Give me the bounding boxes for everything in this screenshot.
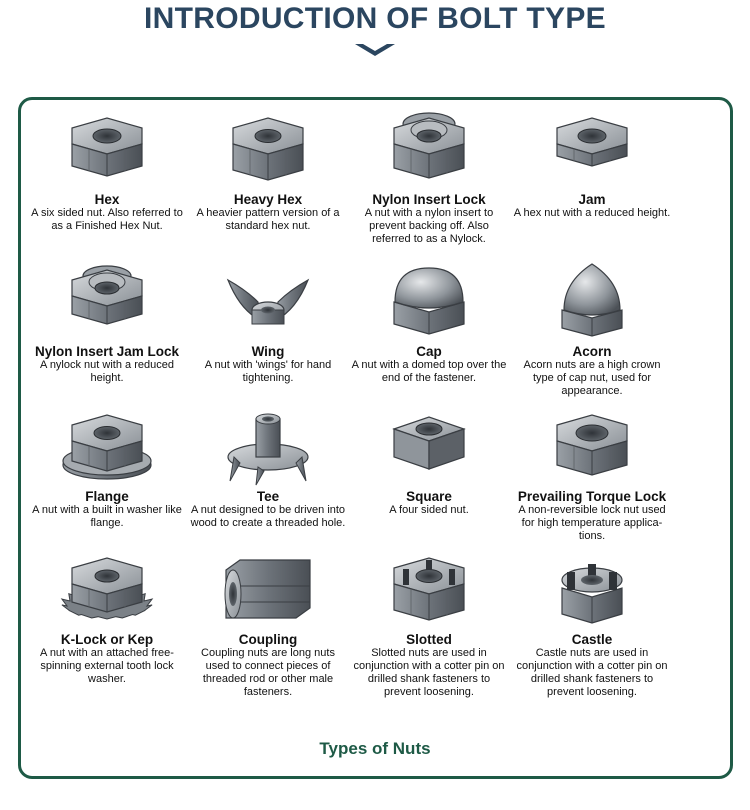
nut-card (512, 262, 672, 398)
nut-name: K-Lock or Kep (60, 632, 154, 647)
nut-card (512, 110, 672, 220)
nut-card (349, 262, 509, 385)
nut-card (188, 407, 348, 530)
acorn-nut-icon (512, 262, 672, 342)
nut-name: Jam (578, 192, 606, 207)
nut-description: Castle nuts are used in conjunction with a cotter pin on drilled shank fasteners to prevent loosening. (516, 647, 668, 698)
nylon-insert-lock-nut-icon (349, 110, 509, 190)
nut-description: A nut with a nylon insert to prevent backing off. Also referred to as a Nylock. (364, 207, 494, 245)
nut-card (512, 407, 672, 543)
nut-name: Nylon Insert Jam Lock (34, 344, 180, 359)
nut-name: Acorn (572, 344, 612, 359)
nut-name: Flange (85, 489, 129, 504)
nylon-insert-jam-lock-nut-icon (27, 262, 187, 342)
nut-card (27, 262, 187, 385)
nut-description: A nut with an attached free-spinning external tooth lock washer. (40, 647, 174, 685)
wing-nut-icon (188, 262, 348, 342)
nut-name: Tee (256, 489, 280, 504)
nut-card (349, 407, 509, 517)
nut-card (27, 110, 187, 233)
nut-name: Hex (94, 192, 120, 207)
nut-description: A six sided nut. Also referred to as a Finished Hex Nut. (31, 207, 183, 232)
nut-card (349, 110, 509, 246)
nut-description: A nut with 'wings' for hand tightening. (204, 359, 332, 384)
nut-name: Slotted (406, 632, 452, 647)
nut-description: A nut with a built in washer like flange. (32, 504, 182, 529)
k-lock-nut-icon (27, 550, 187, 630)
cap-nut-icon (349, 262, 509, 342)
nut-grid (28, 110, 728, 710)
nut-name: Prevailing Torque Lock (517, 489, 667, 504)
hex-nut-icon (27, 110, 187, 190)
chevron-down-icon (355, 44, 395, 58)
tee-nut-icon (188, 407, 348, 487)
prevailing-torque-lock-nut-icon (512, 407, 672, 487)
nut-description: Acorn nuts are a high crown type of cap nut, used for appearance. (523, 359, 661, 397)
nut-card (188, 550, 348, 699)
nut-description: A hex nut with a reduced height. (513, 207, 671, 219)
nut-description: A non-reversible lock nut used for high temperature applica-tions. (518, 504, 666, 542)
nut-description: A nut with a domed top over the end of the fastener. (351, 359, 507, 384)
nut-card (349, 550, 509, 699)
nut-card (512, 550, 672, 699)
heavy-hex-nut-icon (188, 110, 348, 190)
nut-description: A heavier pattern version of a standard hex nut. (196, 207, 340, 232)
nut-name: Wing (251, 344, 285, 359)
panel-caption: Types of Nuts (319, 739, 431, 758)
nut-description: A nut designed to be driven into wood to create a threaded hole. (190, 504, 346, 529)
nut-description: A four sided nut. (389, 504, 469, 516)
nut-name: Square (406, 489, 452, 504)
jam-nut-icon (512, 110, 672, 190)
nut-name: Castle (571, 632, 613, 647)
nut-card (27, 550, 187, 686)
castle-nut-icon (512, 550, 672, 630)
nut-name: Heavy Hex (233, 192, 303, 207)
nut-card (188, 262, 348, 385)
slotted-nut-icon (349, 550, 509, 630)
nut-card (188, 110, 348, 233)
nut-description: A nylock nut with a reduced height. (40, 359, 174, 384)
nut-name: Coupling (238, 632, 298, 647)
square-nut-icon (349, 407, 509, 487)
coupling-nut-icon (188, 550, 348, 630)
nut-name: Nylon Insert Lock (372, 192, 486, 207)
nut-name: Cap (416, 344, 442, 359)
nut-description: Coupling nuts are long nuts used to connect pieces of threaded rod or other male fasteners. (201, 647, 335, 698)
flange-nut-icon (27, 407, 187, 487)
page-title: INTRODUCTION OF BOLT TYPE (144, 2, 606, 35)
nut-card (27, 407, 187, 530)
nut-description: Slotted nuts are used in conjunction with a cotter pin on drilled shank fasteners to prevent loosening. (353, 647, 505, 698)
